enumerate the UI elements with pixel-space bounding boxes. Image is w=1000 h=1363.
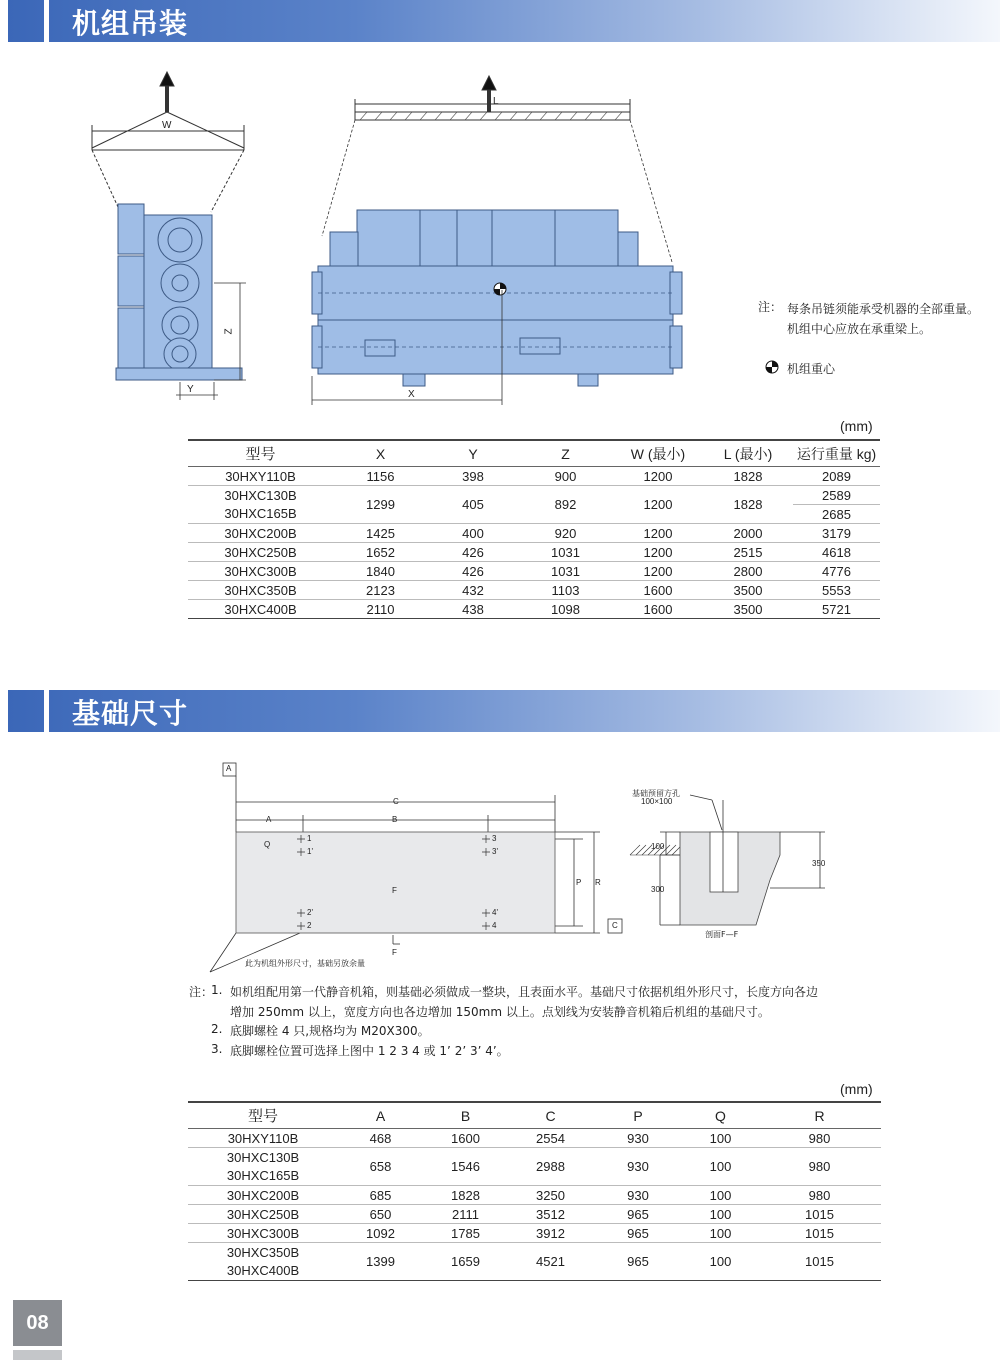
cell-z: 1031: [518, 543, 613, 562]
bolt-label-2p: 2': [307, 908, 313, 917]
notes2-prefix: 注：: [189, 985, 214, 999]
cell-z: 1031: [518, 562, 613, 581]
cell-p: 930: [593, 1148, 683, 1186]
cell-r: 980: [758, 1129, 881, 1148]
dim-label-x: X: [408, 389, 415, 400]
table-header-row: [188, 1102, 881, 1129]
plan-label-c: C: [393, 797, 399, 806]
note3-text: 底脚螺栓位置可选择上图中 1 2 3 4 或 1’ 2’ 3’ 4’。: [230, 1044, 509, 1058]
cell-c: 3512: [508, 1205, 593, 1224]
cell-w: 1600: [613, 581, 703, 600]
cell-r: 1015: [758, 1205, 881, 1224]
section-hole-size: 100×100: [641, 797, 673, 806]
cell-x: 2123: [333, 581, 428, 600]
section-header-foundation: [8, 690, 1000, 732]
cell-r: 1015: [758, 1243, 881, 1281]
cell-weight: 4776: [793, 562, 880, 581]
col-header-l: L (最小): [703, 440, 793, 467]
table-row: [188, 1186, 881, 1205]
note-prefix: 注：: [758, 300, 783, 314]
cell-weight: 5553: [793, 581, 880, 600]
table2-unit: (mm): [840, 1081, 873, 1097]
cell-l: 3500: [703, 581, 793, 600]
cell-w: 1200: [613, 486, 703, 524]
cell-l: 1828: [703, 486, 793, 524]
cell-l: 1828: [703, 467, 793, 486]
plan-label-f-bottom: F: [392, 948, 397, 957]
lifting-spec-table: [188, 439, 880, 619]
cell-model: 30HXC400B: [188, 600, 333, 619]
table-row: [188, 600, 880, 619]
bolt-label-3p: 3': [492, 847, 498, 856]
table-row: [188, 1129, 881, 1148]
table-header-row: [188, 440, 880, 467]
cell-model: 30HXC350B: [188, 581, 333, 600]
header-notch: [44, 690, 49, 732]
cell-w: 1200: [613, 562, 703, 581]
bolt-label-2: 2: [307, 921, 312, 930]
bolt-label-1: 1: [307, 834, 312, 843]
col-header-z: Z: [518, 440, 613, 467]
cell-y: 426: [428, 543, 518, 562]
plan-label-a: A: [266, 815, 272, 824]
cell-a: 468: [338, 1129, 423, 1148]
cell-weight: 4618: [793, 543, 880, 562]
lifting-diagram: [0, 60, 760, 420]
cell-x: 1652: [333, 543, 428, 562]
col-header-y: Y: [428, 440, 518, 467]
note1-line2: 增加 250mm 以上，宽度方向也各边增加 150mm 以上。点划线为安装静音机箱后机组的基础尺寸。: [230, 1005, 770, 1019]
section-caption: 剖面F—F: [705, 930, 739, 939]
dim-label-w: W: [162, 120, 172, 131]
cell-model: 30HXC250B: [188, 543, 333, 562]
cell-r: 980: [758, 1148, 881, 1186]
cell-y: 438: [428, 600, 518, 619]
plan-label-f-top: F: [392, 886, 397, 895]
note1-line1: 如机组配用第一代静音机箱，则基础必须做成一整块，且表面水平。基础尺寸依据机组外形尺寸，长度方向各边: [230, 985, 819, 999]
cell-b: 1659: [423, 1243, 508, 1281]
cell-model: 30HXC130B: [224, 487, 297, 503]
cell-l: 2000: [703, 524, 793, 543]
col-header-w: W (最小): [613, 440, 703, 467]
cog-symbol-machine: [494, 283, 506, 295]
cell-z: 892: [518, 486, 613, 524]
cell-c: 2554: [508, 1129, 593, 1148]
dim-label-l: L: [493, 96, 499, 107]
page-number: 08: [13, 1300, 62, 1346]
cell-z: 900: [518, 467, 613, 486]
cell-model: 30HXY110B: [188, 1129, 338, 1148]
cell-model: 30HXC200B: [188, 1186, 338, 1205]
cell-a: 1092: [338, 1224, 423, 1243]
cell-weight: 2089: [793, 467, 880, 486]
cell-q: 100: [683, 1205, 758, 1224]
dim-label-z: Z: [223, 328, 235, 335]
col-header-p: P: [593, 1102, 683, 1129]
cell-x: 1156: [333, 467, 428, 486]
cell-model: 30HXC165B: [188, 1167, 338, 1186]
cell-c: 2988: [508, 1148, 593, 1186]
cell-weight: 2685: [793, 505, 880, 524]
cell-y: 398: [428, 467, 518, 486]
cell-model: 30HXC250B: [188, 1205, 338, 1224]
note3-number: 3.: [211, 1042, 223, 1056]
table-row: [188, 486, 880, 505]
outline-note: 此为机组外形尺寸，基础另放余量: [245, 959, 365, 968]
cell-model: 30HXC130B: [226, 1149, 300, 1165]
cell-r: 1015: [758, 1224, 881, 1243]
cell-a: 650: [338, 1205, 423, 1224]
cell-p: 965: [593, 1205, 683, 1224]
dim-label-y: Y: [187, 384, 194, 395]
plan-label-b: B: [392, 815, 398, 824]
cell-r: 980: [758, 1186, 881, 1205]
cell-l: 2515: [703, 543, 793, 562]
plan-label-r: R: [595, 878, 601, 887]
table-row: [188, 1205, 881, 1224]
cell-q: 100: [683, 1186, 758, 1205]
col-header-r: R: [758, 1102, 881, 1129]
cell-x: 2110: [333, 600, 428, 619]
col-header-model: 型号: [188, 440, 333, 467]
cell-a: 1399: [338, 1243, 423, 1281]
col-header-c: C: [508, 1102, 593, 1129]
bolt-label-4p: 4': [492, 908, 498, 917]
table-row: [188, 1148, 881, 1167]
section-title: 机组吊装: [72, 7, 189, 40]
note2-text: 底脚螺栓 4 只,规格均为 M20X300。: [230, 1024, 430, 1038]
cell-a: 658: [338, 1148, 423, 1186]
bolt-label-3: 3: [492, 834, 497, 843]
cell-y: 400: [428, 524, 518, 543]
cell-y: 432: [428, 581, 518, 600]
cell-weight: 2589: [793, 486, 880, 505]
cell-model: 30HXC200B: [188, 524, 333, 543]
cell-weight: 3179: [793, 524, 880, 543]
table-row: [188, 467, 880, 486]
cell-l: 3500: [703, 600, 793, 619]
section-dim-100: 100: [651, 842, 665, 851]
cell-w: 1200: [613, 524, 703, 543]
section-dim-300: 300: [651, 885, 665, 894]
cell-c: 3912: [508, 1224, 593, 1243]
col-header-q: Q: [683, 1102, 758, 1129]
cell-c: 4521: [508, 1243, 593, 1281]
cell-model: 30HXC165B: [188, 505, 333, 524]
section-title: 基础尺寸: [72, 697, 189, 730]
header-notch: [44, 0, 49, 42]
cell-p: 930: [593, 1129, 683, 1148]
cell-z: 1098: [518, 600, 613, 619]
cell-y: 426: [428, 562, 518, 581]
cell-x: 1425: [333, 524, 428, 543]
cell-c: 3250: [508, 1186, 593, 1205]
cell-p: 965: [593, 1243, 683, 1281]
cog-icon: [765, 360, 779, 374]
cell-b: 1828: [423, 1186, 508, 1205]
cell-q: 100: [683, 1129, 758, 1148]
page-number-bar: [13, 1350, 62, 1360]
table-row: [188, 562, 880, 581]
cell-q: 100: [683, 1243, 758, 1281]
section-hole-title: 基础预留方孔: [632, 789, 680, 798]
cell-w: 1600: [613, 600, 703, 619]
cell-model: 30HXY110B: [188, 467, 333, 486]
cell-model: 30HXC400B: [188, 1262, 338, 1281]
table-row: [188, 581, 880, 600]
cell-b: 1600: [423, 1129, 508, 1148]
cell-a: 685: [338, 1186, 423, 1205]
note-line-2: 机组中心应放在承重梁上。: [787, 322, 932, 336]
cell-w: 1200: [613, 543, 703, 562]
cell-q: 100: [683, 1224, 758, 1243]
cell-model: 30HXC300B: [188, 1224, 338, 1243]
table-row: [188, 524, 880, 543]
cell-z: 1103: [518, 581, 613, 600]
table1-unit: (mm): [840, 418, 873, 434]
col-header-b: B: [423, 1102, 508, 1129]
table-row: [188, 1224, 881, 1243]
cell-b: 1546: [423, 1148, 508, 1186]
col-header-x: X: [333, 440, 428, 467]
foundation-spec-table: [188, 1101, 881, 1281]
col-header-a: A: [338, 1102, 423, 1129]
section-header-lifting: [8, 0, 1000, 42]
col-header-weight: 运行重量 kg): [793, 440, 880, 467]
plan-label-c-box: C: [612, 921, 618, 930]
section-dim-350: 350: [812, 859, 826, 868]
cell-w: 1200: [613, 467, 703, 486]
col-header-model: 型号: [188, 1102, 338, 1129]
plan-label-p: P: [576, 878, 582, 887]
cell-x: 1840: [333, 562, 428, 581]
note-cog-label: 机组重心: [787, 362, 836, 376]
foundation-plan-diagram: [200, 755, 640, 975]
cell-model: 30HXC350B: [226, 1244, 300, 1260]
note-line-1: 每条吊链须能承受机器的全部重量。: [787, 302, 980, 316]
table-row: [188, 1243, 881, 1262]
note1-number: 1.: [211, 983, 223, 997]
bolt-label-1p: 1': [307, 847, 313, 856]
cell-b: 1785: [423, 1224, 508, 1243]
plan-label-a-box: A: [226, 764, 232, 773]
cell-p: 965: [593, 1224, 683, 1243]
cell-q: 100: [683, 1148, 758, 1186]
cell-z: 920: [518, 524, 613, 543]
bolt-label-4: 4: [492, 921, 497, 930]
table-row: [188, 543, 880, 562]
note2-number: 2.: [211, 1022, 223, 1036]
cell-p: 930: [593, 1186, 683, 1205]
cell-y: 405: [428, 486, 518, 524]
plan-label-q: Q: [264, 840, 271, 849]
cell-b: 2111: [423, 1205, 508, 1224]
cell-l: 2800: [703, 562, 793, 581]
cell-model: 30HXC300B: [188, 562, 333, 581]
cell-x: 1299: [333, 486, 428, 524]
cell-weight: 5721: [793, 600, 880, 619]
